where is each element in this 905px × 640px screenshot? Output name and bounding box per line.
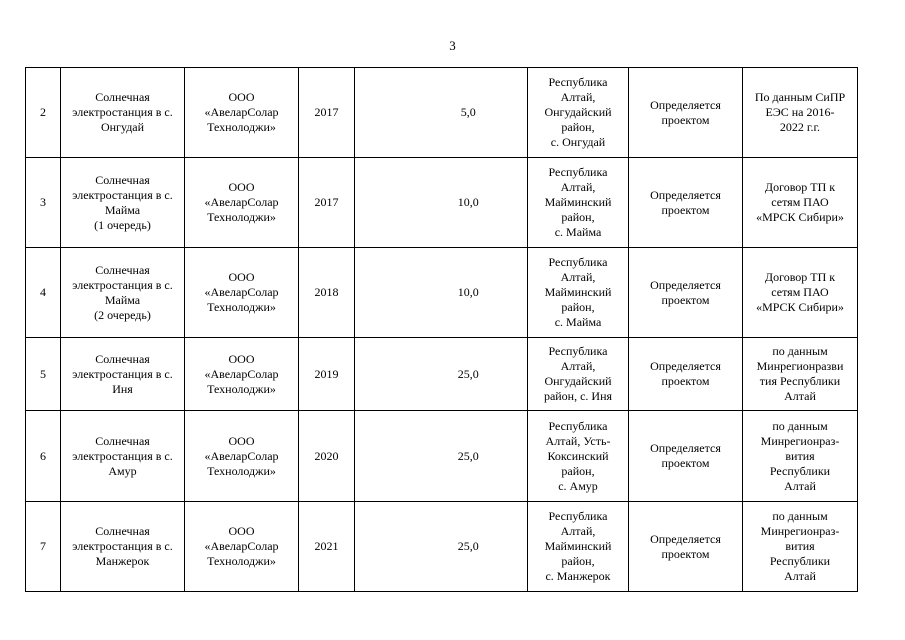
capacity-cell — [410, 68, 528, 158]
determined-line: Определяется — [650, 187, 721, 202]
capacity-cell — [410, 502, 528, 592]
company-line: Технолоджи» — [207, 381, 276, 396]
location-line: Республика — [548, 509, 608, 523]
name-line: электростанция в с. — [72, 539, 173, 553]
location-line: Республика — [548, 344, 608, 358]
capacity-cell — [410, 338, 528, 411]
capacity-value: 25,0 — [457, 539, 479, 553]
row-number: 2 — [40, 105, 46, 119]
location-line: район, — [561, 554, 595, 568]
location-line: Алтай, — [560, 90, 596, 104]
table-row — [26, 411, 858, 502]
determined-line: проектом — [661, 202, 710, 217]
capacity-value: 10,0 — [457, 195, 479, 209]
source-line: 2022 г.г. — [779, 120, 821, 134]
company-cell — [185, 68, 299, 158]
capacity-value: 5,0 — [460, 105, 476, 119]
location-line: Алтай, — [560, 180, 596, 194]
capacity-value: 25,0 — [457, 366, 479, 381]
name-line: Майма — [104, 202, 141, 217]
location-line: район, — [561, 300, 595, 314]
capacity-value: 25,0 — [457, 448, 479, 463]
name-line: Майма — [104, 292, 141, 307]
company-line: Технолоджи» — [207, 120, 276, 134]
location-line: район, — [561, 463, 595, 478]
company-cell — [185, 248, 299, 338]
capacity-cell — [410, 411, 528, 502]
table-row — [26, 248, 858, 338]
empty-cell — [355, 338, 410, 411]
row-number-cell — [26, 338, 61, 411]
determined-line: Определяется — [650, 359, 721, 373]
row-number: 3 — [40, 195, 46, 209]
name-line: электростанция в с. — [72, 366, 173, 381]
determined-line: проектом — [661, 374, 710, 388]
determined-cell — [629, 68, 743, 158]
location-line: район, — [561, 210, 595, 224]
table-row — [26, 338, 858, 411]
year-cell — [299, 411, 355, 502]
source-line: вития — [785, 448, 815, 463]
name-line: Манжерок — [95, 554, 150, 568]
source-line: ЕЭС на 2016- — [765, 105, 835, 119]
source-line: Договор ТП к — [764, 270, 836, 284]
source-line: по данным — [772, 418, 828, 433]
name-line: (2 очередь) — [94, 307, 151, 322]
empty-cell — [355, 411, 410, 502]
location-line: район, — [561, 120, 595, 134]
name-line: Солнечная — [95, 524, 150, 538]
name-line: Амур — [108, 463, 137, 478]
location-cell — [528, 338, 629, 411]
company-line: ООО — [228, 433, 255, 448]
company-cell — [185, 502, 299, 592]
row-number-cell — [26, 502, 61, 592]
name-line: Солнечная — [95, 90, 150, 104]
company-line: ООО — [228, 90, 255, 104]
row-number-cell — [26, 158, 61, 248]
year-cell — [299, 158, 355, 248]
name-line: электростанция в с. — [72, 187, 173, 202]
determined-line: проектом — [661, 112, 710, 127]
source-line: сетям ПАО — [771, 195, 829, 209]
source-line: Алтай — [784, 478, 816, 493]
year-value: 2021 — [314, 539, 339, 553]
location-cell — [528, 411, 629, 502]
company-line: «АвеларСолар — [204, 285, 279, 299]
company-line: «АвеларСолар — [204, 539, 279, 553]
capacity-cell — [410, 248, 528, 338]
determined-cell — [629, 502, 743, 592]
source-line: Минрегионраз- — [760, 433, 840, 448]
plant-name-cell — [61, 338, 185, 411]
year-value: 2020 — [314, 448, 339, 463]
company-line: Технолоджи» — [207, 554, 276, 568]
determined-cell — [629, 248, 743, 338]
plant-name-cell — [61, 411, 185, 502]
location-line: с. Онгудай — [550, 135, 606, 149]
name-line: Солнечная — [95, 433, 150, 448]
table-row — [26, 68, 858, 158]
table-row — [26, 502, 858, 592]
determined-cell — [629, 158, 743, 248]
source-line: По данным СиПР — [754, 90, 846, 104]
row-number: 6 — [40, 448, 46, 463]
empty-cell — [355, 68, 410, 158]
determined-line: Определяется — [650, 441, 721, 455]
row-number-cell — [26, 248, 61, 338]
company-line: «АвеларСолар — [204, 366, 279, 381]
location-line: Майминский — [544, 195, 612, 209]
company-line: Технолоджи» — [207, 300, 276, 314]
capacity-value: 10,0 — [457, 285, 479, 299]
empty-cell — [355, 502, 410, 592]
year-value: 2017 — [314, 195, 339, 209]
determined-cell — [629, 338, 743, 411]
year-cell — [299, 338, 355, 411]
location-line: Алтай, — [560, 524, 596, 538]
name-line: электростанция в с. — [72, 448, 173, 463]
plant-name-cell — [61, 158, 185, 248]
location-line: район, с. Иня — [543, 389, 613, 403]
name-line: Солнечная — [95, 172, 150, 187]
power-plants-table — [25, 67, 858, 592]
row-number: 5 — [40, 366, 46, 381]
year-value: 2018 — [314, 285, 339, 299]
name-line: электростанция в с. — [72, 105, 173, 119]
plant-name-cell — [61, 248, 185, 338]
location-cell — [528, 68, 629, 158]
table-row — [26, 158, 858, 248]
location-line: Республика — [548, 255, 608, 269]
source-line: Алтай — [784, 389, 816, 403]
name-line: Онгудай — [100, 120, 145, 134]
source-cell — [743, 68, 858, 158]
year-value: 2019 — [314, 366, 339, 381]
source-line: по данным — [772, 509, 828, 523]
location-line: с. Майма — [554, 225, 602, 239]
source-line: Минрегионразви — [756, 359, 844, 373]
company-line: «АвеларСолар — [204, 195, 279, 209]
determined-line: Определяется — [650, 97, 721, 112]
location-line: Алтай, — [560, 270, 596, 284]
location-line: Майминский — [544, 539, 612, 553]
location-line: Республика — [548, 165, 608, 179]
name-line: электростанция в с. — [72, 277, 173, 292]
company-cell — [185, 411, 299, 502]
row-number-cell — [26, 411, 61, 502]
determined-cell — [629, 411, 743, 502]
source-cell — [743, 502, 858, 592]
source-line: вития — [785, 539, 815, 553]
source-line: Договор ТП к — [764, 180, 836, 194]
determined-line: проектом — [661, 292, 710, 307]
name-line: Иня — [112, 381, 133, 396]
source-line: сетям ПАО — [771, 285, 829, 299]
location-line: с. Майма — [554, 315, 602, 329]
determined-line: Определяется — [650, 277, 721, 292]
location-line: с. Амур — [558, 478, 598, 493]
name-line: Солнечная — [95, 351, 150, 366]
location-line: Республика — [548, 75, 608, 89]
year-value: 2017 — [314, 105, 339, 119]
company-line: Технолоджи» — [207, 463, 276, 478]
source-line: тия Республики — [759, 374, 841, 388]
plant-name-cell — [61, 502, 185, 592]
empty-cell — [355, 158, 410, 248]
year-cell — [299, 248, 355, 338]
row-number: 7 — [40, 539, 46, 553]
location-cell — [528, 248, 629, 338]
empty-cell — [355, 248, 410, 338]
source-line: Алтай — [784, 569, 816, 583]
source-line: «МРСК Сибири» — [756, 300, 844, 314]
company-cell — [185, 158, 299, 248]
company-cell — [185, 338, 299, 411]
location-line: Онгудайский — [544, 374, 612, 388]
source-cell — [743, 248, 858, 338]
company-line: ООО — [228, 270, 255, 284]
source-line: Республики — [769, 554, 831, 568]
source-cell — [743, 411, 858, 502]
row-number-cell — [26, 68, 61, 158]
location-line: Алтай, — [560, 359, 596, 373]
location-line: Коксинский — [547, 448, 609, 463]
plant-name-cell — [61, 68, 185, 158]
location-line: Онгудайский — [544, 105, 612, 119]
capacity-cell — [410, 158, 528, 248]
location-line: Майминский — [544, 285, 612, 299]
row-number: 4 — [40, 285, 46, 299]
location-line: Республика — [548, 418, 608, 433]
source-cell — [743, 158, 858, 248]
source-line: Республики — [769, 463, 831, 478]
company-line: ООО — [228, 351, 255, 366]
company-line: «АвеларСолар — [204, 105, 279, 119]
source-line: Минрегионраз- — [760, 524, 840, 538]
name-line: (1 очередь) — [94, 217, 151, 232]
page-number: 3 — [449, 38, 456, 53]
determined-line: проектом — [661, 546, 710, 561]
name-line: Солнечная — [95, 262, 150, 277]
source-line: «МРСК Сибири» — [756, 210, 844, 224]
year-cell — [299, 68, 355, 158]
location-cell — [528, 158, 629, 248]
company-line: ООО — [228, 524, 255, 538]
company-line: ООО — [228, 180, 255, 194]
determined-line: проектом — [661, 456, 710, 470]
location-line: Алтай, Усть- — [545, 433, 611, 448]
source-cell — [743, 338, 858, 411]
year-cell — [299, 502, 355, 592]
company-line: Технолоджи» — [207, 210, 276, 224]
company-line: «АвеларСолар — [204, 448, 279, 463]
determined-line: Определяется — [650, 531, 721, 546]
location-line: с. Манжерок — [545, 569, 611, 583]
source-line: по данным — [772, 344, 828, 358]
location-cell — [528, 502, 629, 592]
